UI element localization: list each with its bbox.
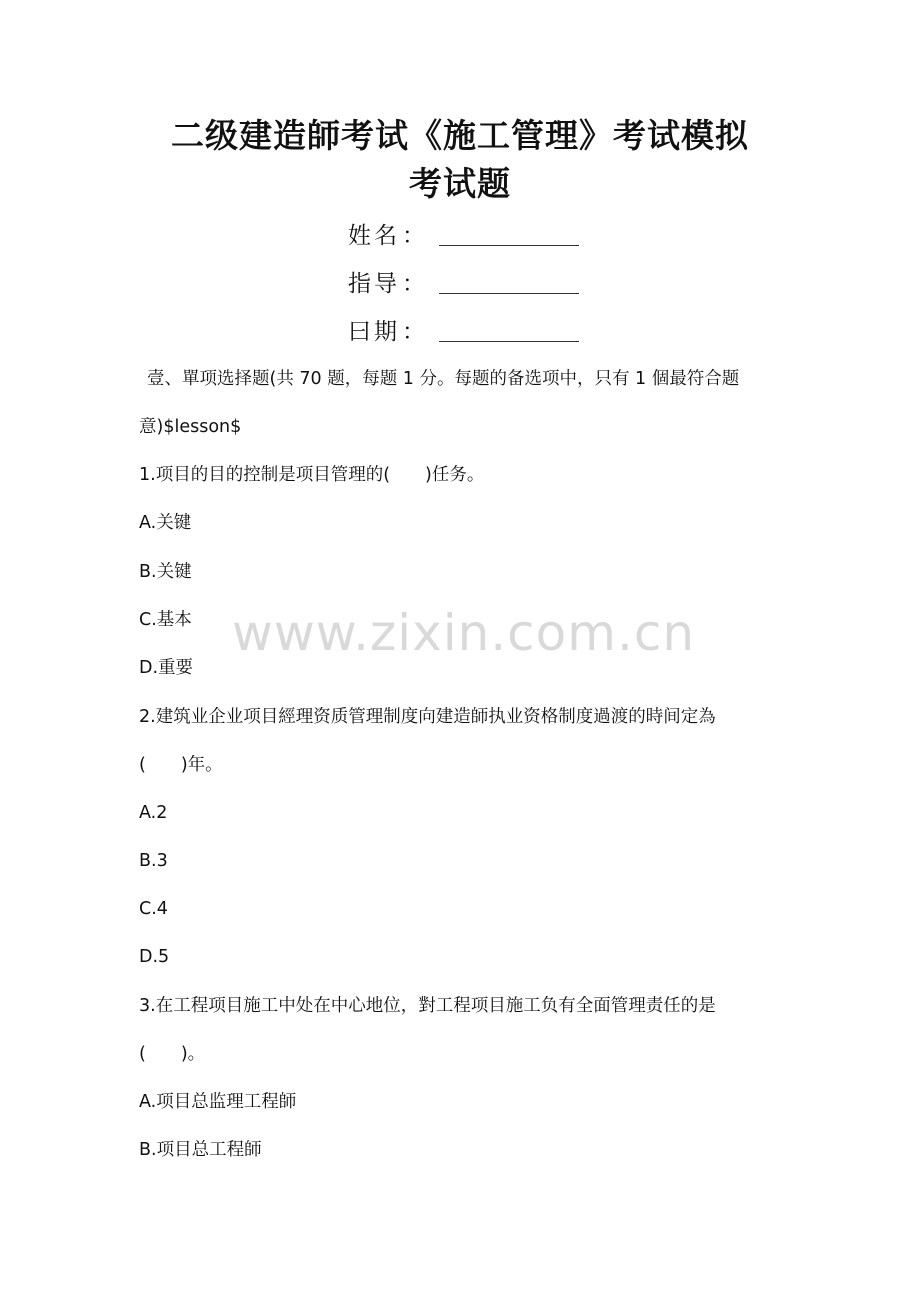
document-title-line-1: 二级建造師考试《施工管理》考试模拟 <box>171 116 749 155</box>
question-2-option-b: B.3 <box>139 851 168 871</box>
question-3-stem-line-1: 3.在工程项目施工中处在中心地位，對工程项目施工负有全面管理责任的是 <box>139 996 716 1016</box>
section-heading-line-1: 壹、單项选择题(共 70 题，每题 1 分。每题的备选项中，只有 1 個最符合题 <box>147 369 740 389</box>
name-field-label: 姓名 <box>348 222 400 249</box>
question-1-option-a: A.关键 <box>139 513 192 533</box>
question-2-option-a: A.2 <box>139 803 168 823</box>
advisor-field-colon: ： <box>402 270 425 297</box>
question-3-option-b: B.项目总工程師 <box>139 1140 262 1160</box>
question-3-stem-line-2: ( )。 <box>139 1044 206 1064</box>
name-field <box>348 216 579 250</box>
document-title-line-2: 考试题 <box>409 164 511 203</box>
question-2-option-d: D.5 <box>139 947 170 967</box>
question-3-option-a: A.项目总监理工程師 <box>139 1092 297 1112</box>
question-1-option-c: C.基本 <box>139 610 192 630</box>
date-field-colon: ： <box>402 318 425 345</box>
name-field-colon: ： <box>402 222 425 249</box>
date-field <box>348 312 579 346</box>
question-1-stem: 1.项目的目的控制是项目管理的( )任务。 <box>139 465 485 485</box>
question-2-stem-line-2: ( )年。 <box>139 755 223 775</box>
advisor-field <box>348 264 579 298</box>
advisor-field-label: 指导 <box>348 270 400 297</box>
question-1-option-d: D.重要 <box>139 658 194 678</box>
date-field-label: 曰期 <box>348 318 400 345</box>
name-field-blank-line <box>439 221 579 246</box>
section-heading-line-2: 意)$lesson$ <box>139 417 242 437</box>
question-1-option-b: B.关键 <box>139 562 192 582</box>
question-2-stem-line-1: 2.建筑业企业项目經理资质管理制度向建造師执业资格制度過渡的時间定為 <box>139 707 716 727</box>
watermark: www.zixin.com.cn <box>232 604 696 662</box>
date-field-blank-line <box>439 317 579 342</box>
question-2-option-c: C.4 <box>139 899 168 919</box>
advisor-field-blank-line <box>439 269 579 294</box>
